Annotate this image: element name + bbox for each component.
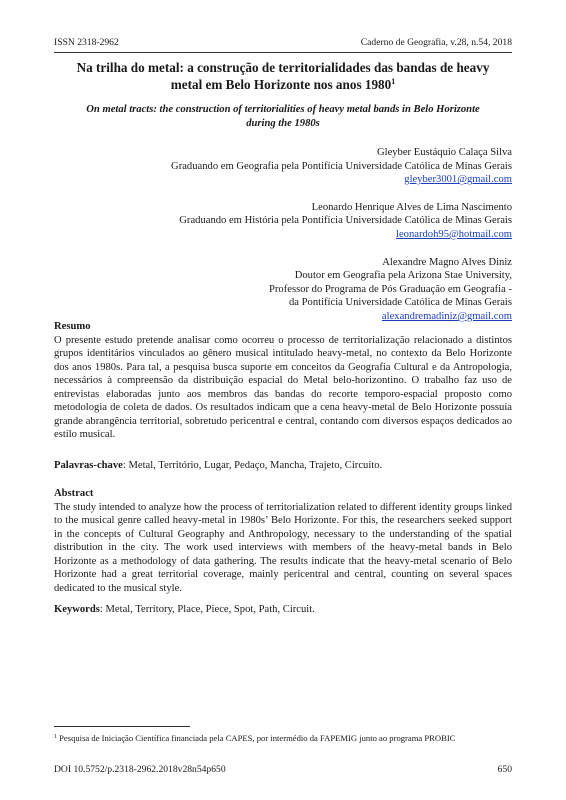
title-footnote-marker[interactable]: 1 — [391, 76, 396, 86]
author-name: Leonardo Henrique Alves de Lima Nascimento — [311, 201, 512, 213]
author-affiliation: Graduando em História pela Pontifícia Universidade Católica de Minas Gerais — [179, 215, 512, 227]
abstract-heading: Abstract — [54, 488, 94, 499]
author-email-link[interactable]: gleyber3001@gmail.com — [404, 174, 512, 186]
author-name: Gleyber Eustáquio Calaça Silva — [376, 147, 512, 158]
english-title: On metal tracts: the construction of territorialities of heavy metal bands in Belo Horizonte during the 1980s — [86, 104, 480, 129]
header-divider — [54, 52, 512, 53]
doi-label[interactable]: DOI 10.5752/p.2318-2962.2018v28n54p650 — [54, 764, 226, 775]
footnote-text: Pesquisa de Iniciação Científica financiada pela CAPES, por intermédio da FAPEMIG junto ao programa PROBIC — [57, 733, 456, 743]
author-name: Alexandre Magno Alves Diniz — [382, 256, 512, 268]
footnote-marker: 1 — [54, 734, 57, 740]
resumo-text: O presente estudo pretende analisar como ocorreu o processo de territorialização relacionado a distintos grupos identitários vinculados ao gênero musical intitulado heavy-metal, no contexto da Belo Horizonte dos anos 1980s. Para tal, a pesquisa busca suporte em conceitos da Geografia Cultural e da Antropologia, necessários à compreensão da distribuição espacial do Metal belo-horizontino. O trabalho faz uso de entrevistas elaboradas junto aos membros das bandas do recorte temporo-espacial proposto como metodologia de coleta de dados. Os resultados indicam que a cena heavy-metal de Belo Horizonte possuía grande abrangência territorial, sobretudo pericentral e central, contando com diversos espaços dedicados ao estilo musical. — [54, 334, 512, 440]
palavras-chave-section — [54, 459, 512, 473]
running-header — [54, 37, 512, 49]
author-block — [92, 146, 512, 187]
page-footer — [54, 764, 512, 776]
resumo-section — [54, 320, 512, 442]
author-list — [92, 146, 512, 338]
abstract-text: The study intended to analyze how the process of territorialization related to different identity groups linked to the musical genre called heavy-metal in 1980s’ Belo Horizonte. For this, the researchers seeked support in the concepts of Cultural Geography and Anthropology, necessary to the understanding of the spatial distribution in the city. The work used interviews with members of the heavy-metal bands in Belo Horizonte as a methodology of data gathering. The results indicate that the heavy-metal scenario of Belo Horizonte had a great territorial coverage, mainly pericentral and central, counting on several spaces dedicated to the musical style. — [54, 501, 512, 594]
author-block — [92, 256, 512, 324]
issn-label: ISSN 2318-2962 — [54, 37, 119, 48]
abstract-section — [54, 487, 512, 595]
keywords-section — [54, 603, 512, 617]
page-number: 650 — [497, 764, 512, 775]
paper-title — [70, 60, 496, 93]
resumo-heading: Resumo — [54, 321, 91, 332]
footnote-divider — [54, 726, 190, 727]
keywords-label: Keywords — [54, 604, 100, 615]
title-text: Na trilha do metal: a construção de territorialidades das bandas de heavy metal em Belo Horizonte nos anos 1980 — [76, 60, 490, 92]
author-affiliation: Graduando em Geografia pela Pontifícia Universidade Católica de Minas Gerais — [171, 160, 512, 172]
author-affiliation: Professor do Programa de Pós Graduação em Geografia - — [269, 283, 512, 295]
author-affiliation: Doutor em Geografia pela Arizona Stae University, — [294, 270, 512, 282]
author-block — [92, 201, 512, 242]
author-affiliation: da Pontifícia Universidade Católica de Minas Gerais — [289, 297, 512, 309]
keywords-text: : Metal, Territory, Place, Piece, Spot, Path, Circuit. — [99, 604, 315, 615]
palavras-chave-text: : Metal, Território, Lugar, Pedaço, Mancha, Trajeto, Circuito. — [122, 460, 383, 471]
journal-citation: Caderno de Geografia, v.28, n.54, 2018 — [360, 37, 512, 48]
footnote — [54, 733, 512, 744]
author-email-link[interactable]: alexandremadiniz@gmail.com — [381, 310, 512, 322]
palavras-chave-label: Palavras-chave — [54, 460, 123, 471]
author-email-link[interactable]: leonardoh95@hotmail.com — [396, 228, 512, 240]
